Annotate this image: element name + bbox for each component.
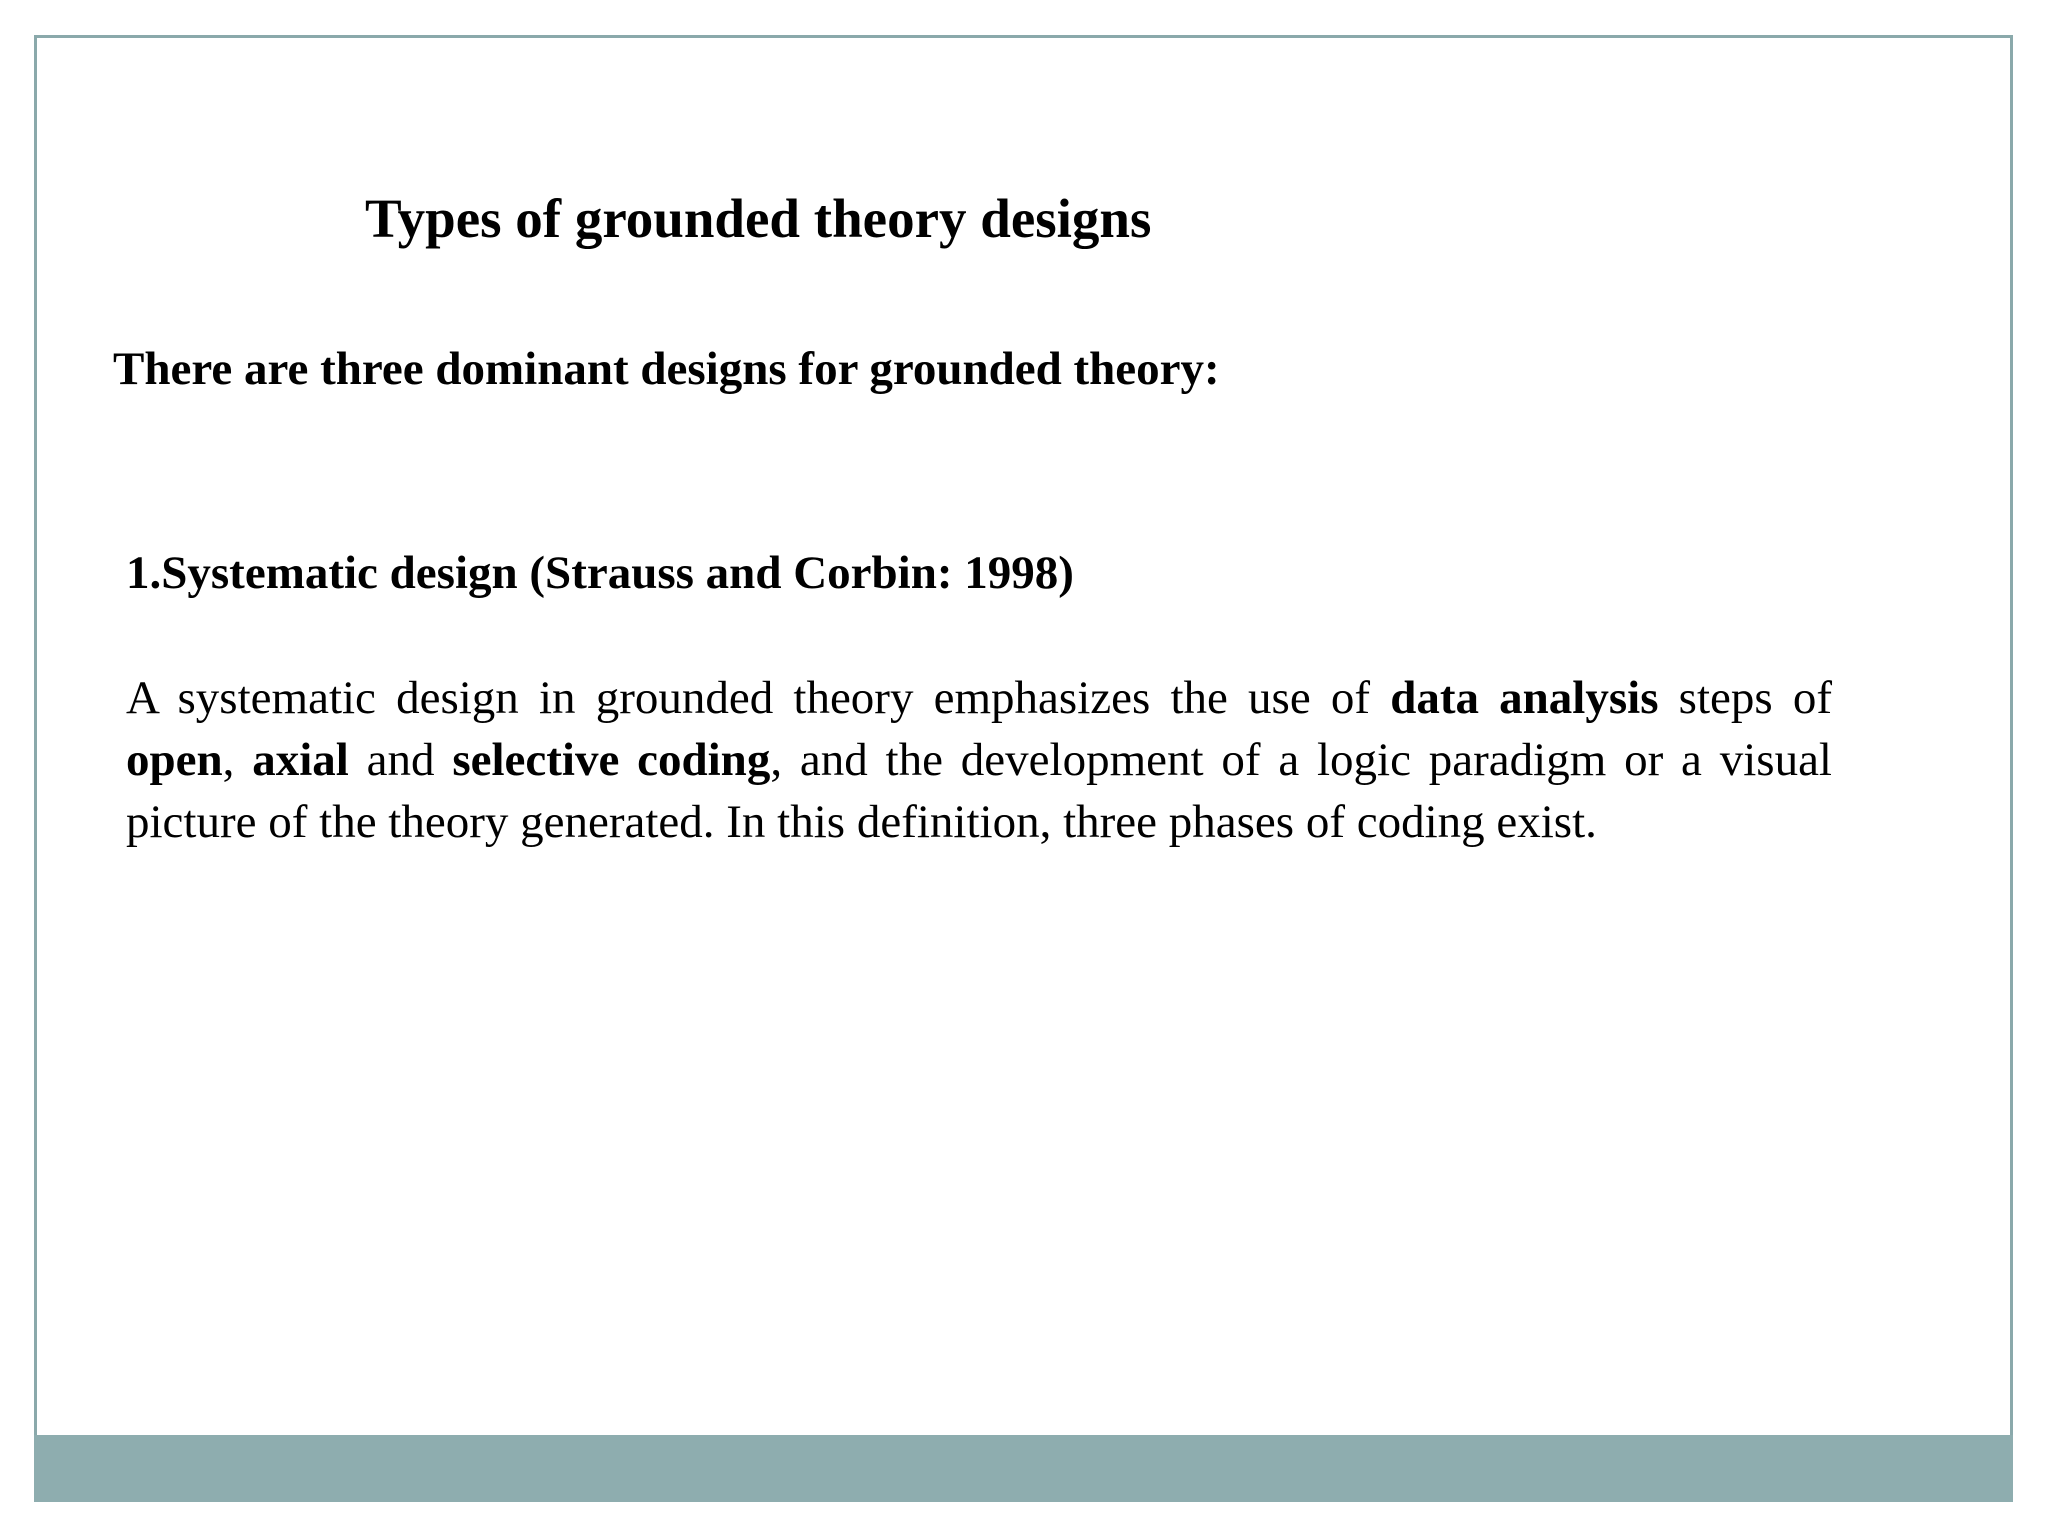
paragraph-text: and: [348, 734, 453, 786]
section-heading: 1.Systematic design (Strauss and Corbin: 1998): [126, 547, 1074, 599]
intro-text: There are three dominant designs for grounded theory:: [113, 343, 1220, 395]
slide-title: Types of grounded theory designs: [365, 188, 1152, 249]
footer-band: [34, 1435, 2013, 1502]
body-paragraph: [126, 667, 1832, 853]
bold-term-open: open: [126, 734, 223, 786]
paragraph-text: ,: [222, 734, 253, 786]
bold-term-data-analysis: data analysis: [1390, 672, 1659, 724]
bold-term-axial: axial: [252, 734, 349, 786]
paragraph-text: steps of: [1658, 672, 1832, 724]
paragraph-text: A systematic design in grounded theory emphasizes the use of: [126, 672, 1391, 724]
paragraph-text: , and the development of a logic paradigm or a visual picture of the theory generated. In this definition, three phases of coding exist.: [126, 734, 1832, 848]
bold-term-selective-coding: selective coding: [452, 734, 771, 786]
